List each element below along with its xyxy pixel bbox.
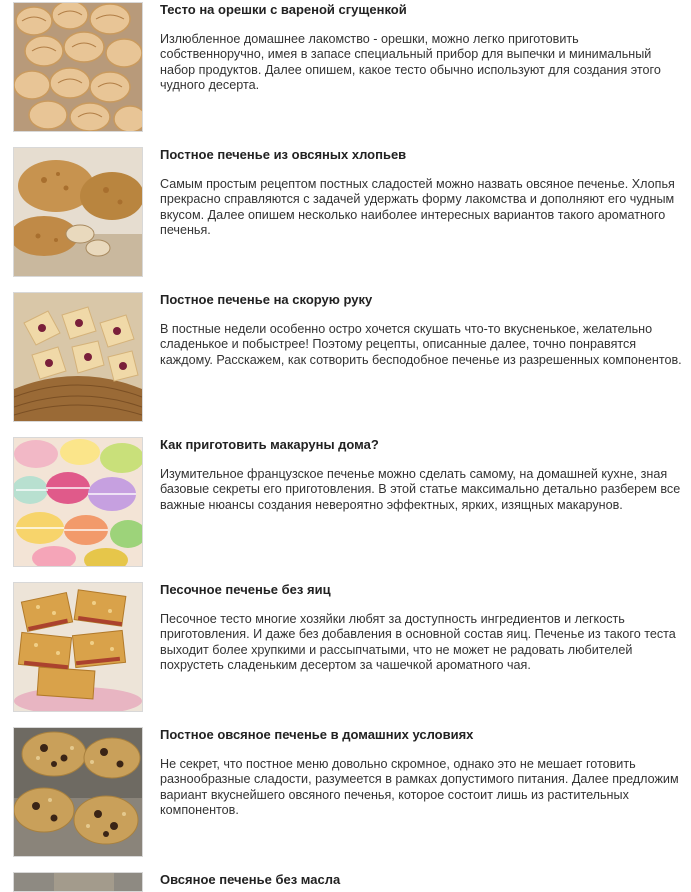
article-title[interactable]: Песочное печенье без яиц: [160, 582, 331, 597]
article-title[interactable]: Постное печенье из овсяных хлопьев: [160, 147, 407, 162]
article-thumbnail[interactable]: [13, 147, 143, 277]
article-item: [0, 292, 691, 424]
article-thumbnail[interactable]: [13, 437, 143, 567]
article-description: Излюбленное домашнее лакомство - орешки, можно легко приготовить собственноручно, имея в запасе специальный прибор для выпечки и минимальный набор продуктов. Далее опишем, какое тесто обычно используют для создания этого чудного десерта.: [160, 32, 661, 93]
article-title[interactable]: Тесто на орешки с вареной сгущенкой: [160, 2, 407, 17]
article-thumbnail[interactable]: [13, 292, 143, 422]
walnut-cookies-image: [14, 3, 142, 131]
article-item: [0, 147, 691, 279]
oatmeal-cookies-image: [14, 148, 142, 276]
article-item: [0, 872, 691, 892]
article-description: Не секрет, что постное меню довольно скромное, однако это не мешает готовить разнообразные сладости, разумеется в рамках допустимого питания. Далее предложим вариант вкуснейшего овсяного печенья, которое состоит лишь из растительных компонентов.: [160, 757, 679, 818]
article-description: В постные недели особенно остро хочется скушать что-то вкусненькое, желательно сладенькое и побыстрее! Поэтому рецепты, описанные далее, точно понравятся каждому. Расскажем, как сотворить бесподобное печенье из разрешенных компонентов.: [160, 322, 682, 367]
article-title[interactable]: Овсяное печенье без масла: [160, 872, 341, 887]
article-title[interactable]: Постное печенье на скорую руку: [160, 292, 373, 307]
article-title[interactable]: Как приготовить макаруны дома?: [160, 437, 379, 452]
article-description: Песочное тесто многие хозяйки любят за доступность ингредиентов и легкость приготовления. И даже без добавления в основной состав яиц. Печенье из такого теста выходит более хрупкими и рассыпчатыми, что не может не радовать любителей похрустеть сладеньким десертом за чашечкой ароматного чая.: [160, 612, 676, 673]
article-item: [0, 582, 691, 714]
macarons-image: [14, 438, 142, 566]
article-item: [0, 727, 691, 859]
jam-cookies-basket-image: [14, 293, 142, 421]
article-thumbnail[interactable]: [13, 2, 143, 132]
shortbread-cookies-image: [14, 583, 142, 711]
article-item: [0, 2, 691, 134]
article-thumbnail[interactable]: [13, 727, 143, 857]
article-thumbnail[interactable]: [13, 872, 143, 892]
article-title[interactable]: Постное овсяное печенье в домашних условиях: [160, 727, 474, 742]
chocolate-oat-cookies-image: [14, 728, 142, 856]
oatmeal-cookies-image: [14, 873, 142, 892]
article-description: Изумительное французское печенье можно сделать самому, на домашней кухне, зная базовые секреты его приготовления. В этой статье максимально детально разберем все важные нюансы создания невероятно эффектных, ярких, изящных макарунов.: [160, 467, 681, 512]
article-description: Самым простым рецептом постных сладостей можно назвать овсяное печенье. Хлопья прекрасно справляются с задачей удержать форму лакомства и дополняют его чудным вкусом. Далее опишем несколько наиболее интересных вариантов такого ароматного печенья.: [160, 177, 675, 238]
article-item: [0, 437, 691, 569]
article-thumbnail[interactable]: [13, 582, 143, 712]
